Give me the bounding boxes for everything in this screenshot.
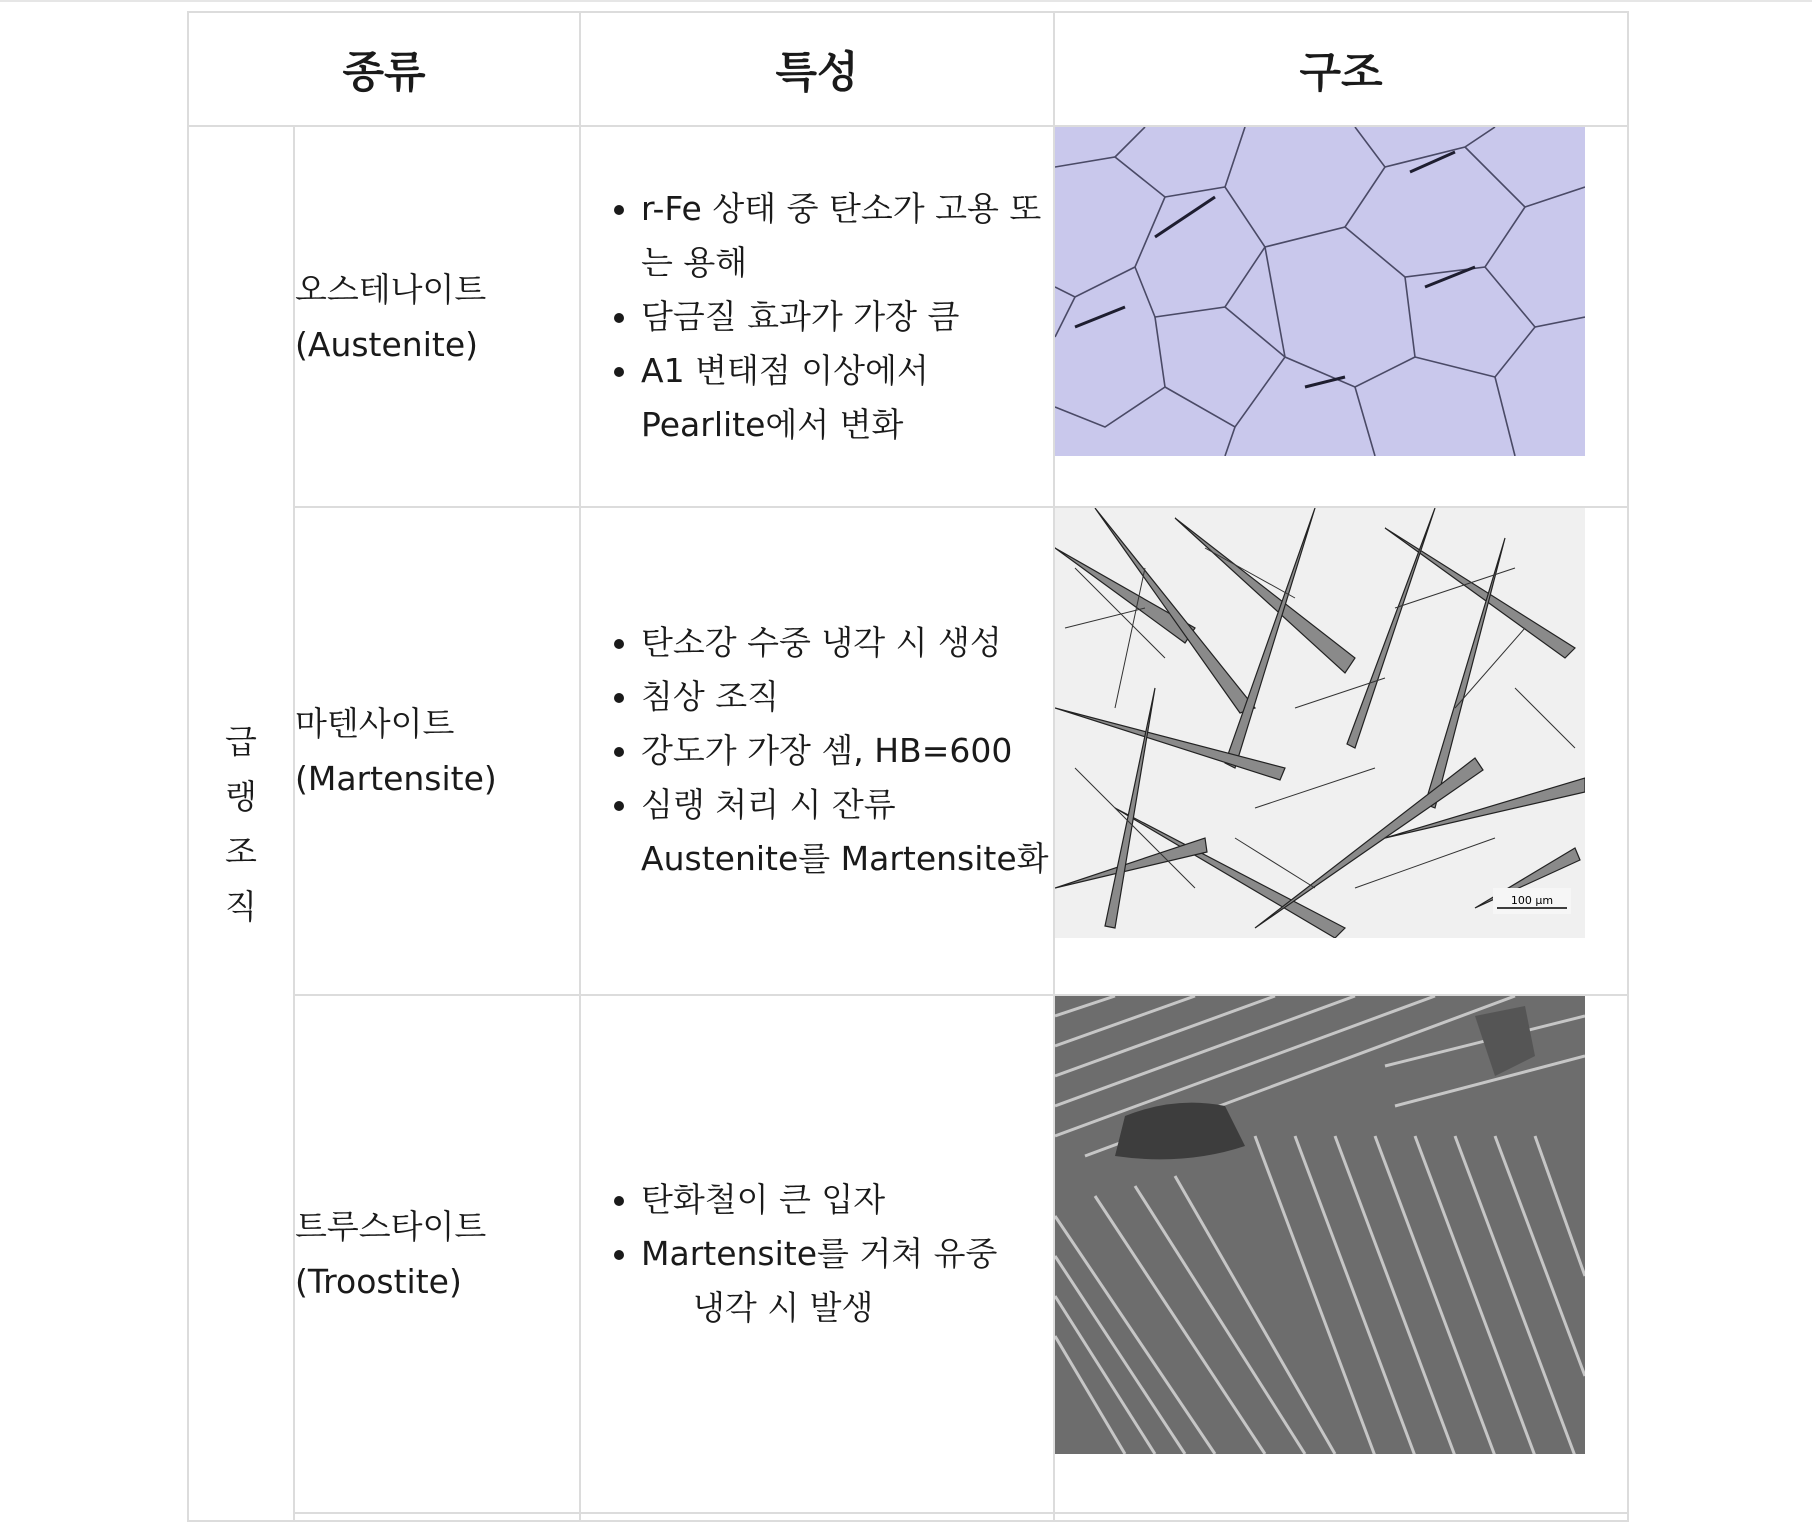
feature-item: • 탄소강 수중 냉각 시 생성 bbox=[641, 616, 1053, 670]
type-name-en: (Austenite) bbox=[295, 324, 478, 364]
troostite-micrograph-image bbox=[1055, 996, 1585, 1454]
structure-cell bbox=[1054, 126, 1628, 507]
feature-list bbox=[581, 182, 1053, 452]
header-characteristics: 특성 bbox=[580, 12, 1054, 126]
feature-item: • 담금질 효과가 가장 큼 bbox=[641, 290, 1053, 344]
group-label: 급랭조직 bbox=[225, 721, 257, 926]
feature-item: • 침상 조직 bbox=[641, 670, 1053, 724]
top-divider bbox=[0, 0, 1812, 2]
type-name-en: (Troostite) bbox=[295, 1262, 462, 1301]
feature-list bbox=[581, 1173, 1053, 1335]
group-cell bbox=[188, 126, 294, 1521]
structure-cell bbox=[1054, 995, 1628, 1513]
steel-structure-table bbox=[187, 11, 1629, 1522]
header-structure: 구조 bbox=[1054, 12, 1628, 126]
feature-item: • 강도가 가장 셈, HB=600 bbox=[641, 724, 1053, 778]
type-cell bbox=[294, 995, 580, 1513]
feature-item-text: • Martensite를 거쳐 유중 bbox=[641, 1234, 998, 1273]
feature-cell bbox=[580, 126, 1054, 507]
header-type: 종류 bbox=[188, 12, 580, 126]
table-row-partial bbox=[188, 1513, 1628, 1521]
type-cell bbox=[294, 507, 580, 995]
partial-cell bbox=[1054, 1513, 1628, 1521]
structure-cell bbox=[1054, 507, 1628, 995]
feature-item: • 탄화철이 큰 입자 bbox=[641, 1173, 1053, 1227]
feature-item: • 심랭 처리 시 잔류 Austenite를 Martensite화 bbox=[641, 778, 1053, 886]
feature-cell bbox=[580, 995, 1054, 1513]
scale-bar-label: 100 μm bbox=[1510, 894, 1554, 907]
feature-item bbox=[641, 1227, 1053, 1335]
type-name-ko: 트루스타이트 bbox=[295, 1207, 487, 1246]
partial-cell bbox=[580, 1513, 1054, 1521]
type-name-ko: 오스테나이트 bbox=[295, 269, 487, 309]
type-name-ko: 마텐사이트 bbox=[295, 704, 455, 743]
table-row bbox=[188, 507, 1628, 995]
type-cell bbox=[294, 126, 580, 507]
type-name-en: (Martensite) bbox=[295, 759, 497, 798]
martensite-micrograph-image bbox=[1055, 508, 1585, 938]
partial-cell bbox=[294, 1513, 580, 1521]
feature-list bbox=[581, 616, 1053, 886]
steel-structure-table-container bbox=[187, 11, 1629, 1522]
header-row bbox=[188, 12, 1628, 126]
austenite-micrograph-image bbox=[1055, 127, 1585, 456]
feature-item-continuation: 냉각 시 발생 bbox=[693, 1288, 874, 1327]
feature-item: • A1 변태점 이상에서 Pearlite에서 변화 bbox=[641, 344, 1053, 452]
feature-cell bbox=[580, 507, 1054, 995]
table-row bbox=[188, 126, 1628, 507]
table-row bbox=[188, 995, 1628, 1513]
feature-item: • r-Fe 상태 중 탄소가 고용 또는 용해 bbox=[641, 182, 1053, 290]
